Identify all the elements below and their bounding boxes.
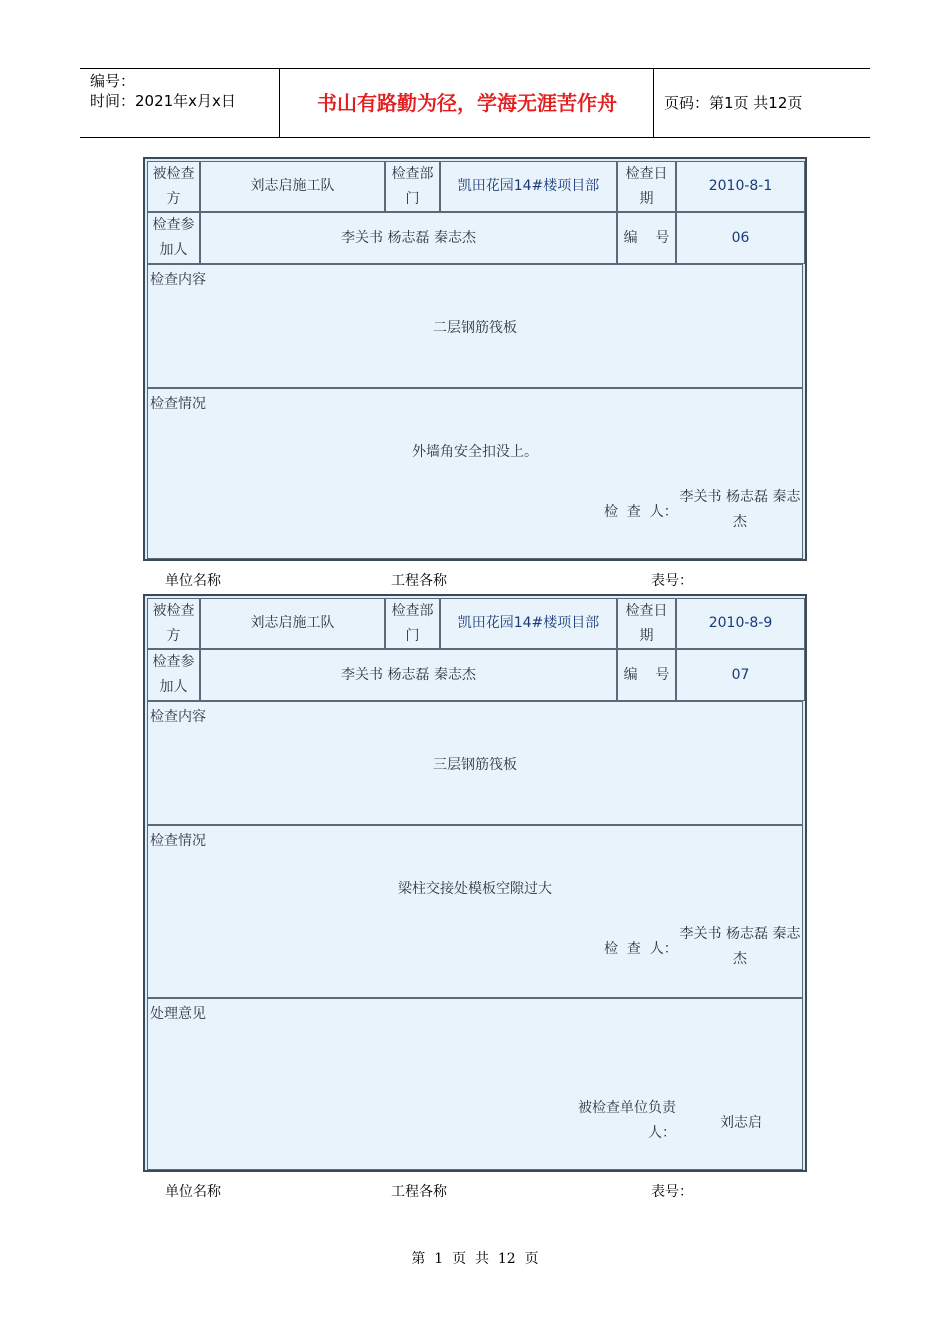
time-label: 时间：2021年x月x日: [90, 92, 236, 110]
project-name-label-2: 工程各称: [391, 1184, 447, 1200]
header-motto: 书山有路勤为径，学海无涯苦作舟: [281, 69, 654, 137]
label-content: 检查内容: [150, 709, 206, 725]
label-number: 编 号: [617, 649, 676, 701]
label-inspected-party: 被检查方: [147, 161, 200, 212]
number-label: 编号：: [90, 72, 136, 90]
label-inspection-date: 检查日期: [617, 161, 676, 212]
unit-name-label-1: 单位名称: [165, 573, 221, 589]
value-content: 二层钢筋筏板: [433, 320, 517, 336]
label-inspecting-dept: 检查部门: [385, 598, 440, 649]
section-opinion: [147, 998, 803, 1170]
label-inspected-party: 被检查方: [147, 598, 200, 649]
unit-name-label-2: 单位名称: [165, 1184, 221, 1200]
value-inspection-date: 2010-8-9: [676, 598, 805, 649]
value-number: 07: [676, 649, 805, 701]
page-header: [80, 68, 870, 138]
section-situation: [147, 388, 803, 559]
value-inspecting-dept: 凯田花园14#楼项目部: [440, 598, 617, 649]
project-name-label-1: 工程各称: [391, 573, 447, 589]
inspection-form-2: [143, 594, 807, 1172]
table-no-label-2: 表号：: [651, 1184, 693, 1200]
value-inspectors: 李关书 杨志磊 秦志杰: [679, 926, 801, 967]
header-meta: [80, 69, 280, 137]
label-opinion: 处理意见: [150, 1006, 206, 1022]
label-participants: 检查参加人: [147, 649, 200, 701]
value-responsible: 刘志启: [720, 1115, 762, 1131]
section-content: [147, 264, 803, 388]
label-number: 编 号: [617, 212, 676, 264]
value-inspected-party: 刘志启施工队: [200, 161, 385, 212]
label-inspector: 检 查 人：: [604, 941, 678, 957]
value-participants: 李关书 杨志磊 秦志杰: [200, 212, 617, 264]
label-situation: 检查情况: [150, 833, 206, 849]
table-no-label-1: 表号：: [651, 573, 693, 589]
page-footer: 第 1 页 共 12 页: [411, 1251, 539, 1267]
value-situation: 梁柱交接处模板空隙过大: [398, 881, 552, 897]
label-responsible: 被检查单位负责人：: [578, 1100, 676, 1141]
label-inspection-date: 检查日期: [617, 598, 676, 649]
section-content: [147, 701, 803, 825]
header-page-info: 页码：第1页 共12页: [664, 94, 803, 112]
value-situation: 外墙角安全扣没上。: [412, 444, 538, 460]
value-inspectors: 李关书 杨志磊 秦志杰: [679, 489, 801, 530]
value-inspection-date: 2010-8-1: [676, 161, 805, 212]
value-inspecting-dept: 凯田花园14#楼项目部: [440, 161, 617, 212]
label-inspector: 检 查 人：: [604, 504, 678, 520]
value-number: 06: [676, 212, 805, 264]
inspection-form-1: [143, 157, 807, 561]
label-participants: 检查参加人: [147, 212, 200, 264]
section-situation: [147, 825, 803, 998]
value-content: 三层钢筋筏板: [433, 757, 517, 773]
label-situation: 检查情况: [150, 396, 206, 412]
label-content: 检查内容: [150, 272, 206, 288]
label-inspecting-dept: 检查部门: [385, 161, 440, 212]
value-inspected-party: 刘志启施工队: [200, 598, 385, 649]
value-participants: 李关书 杨志磊 秦志杰: [200, 649, 617, 701]
